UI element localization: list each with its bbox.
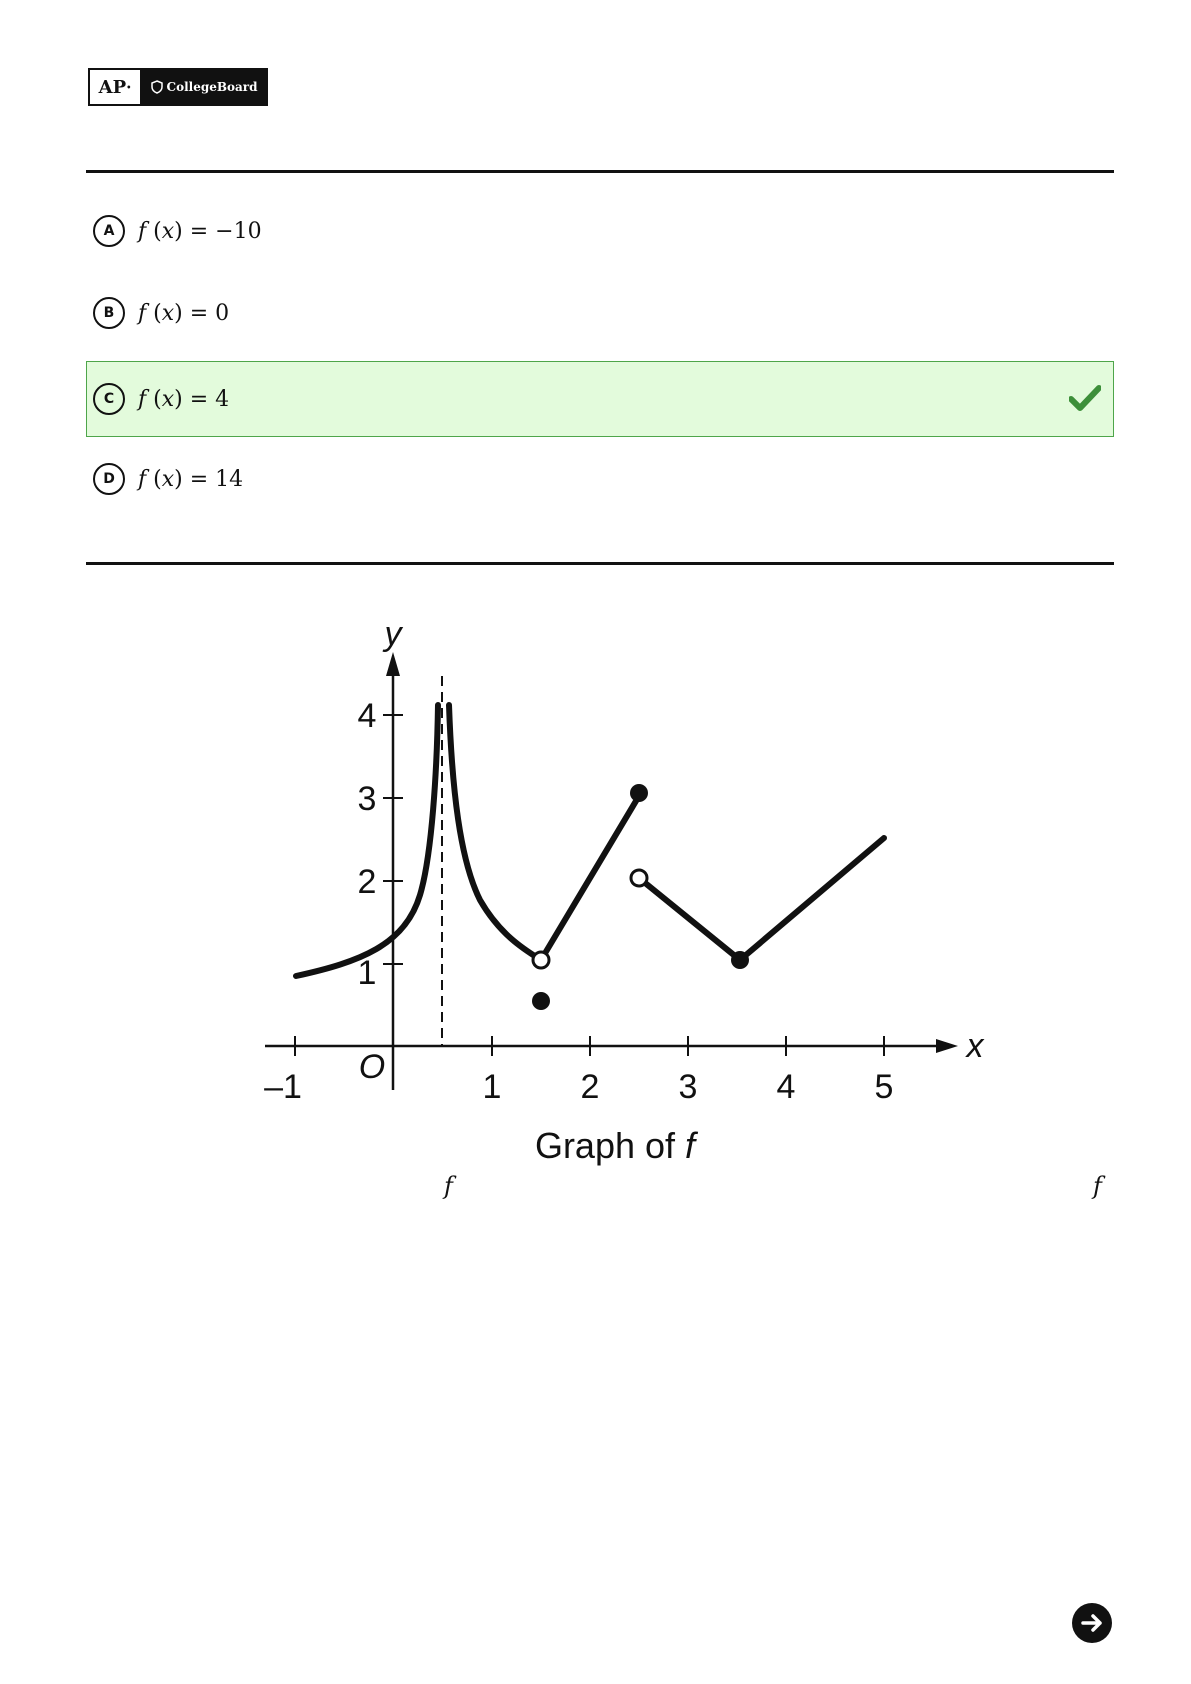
answer-choice-a[interactable] [86,193,1114,269]
choice-letter: B [93,297,125,329]
choice-letter: D [93,463,125,495]
function-label-left: f [444,1172,453,1200]
function-label-right: f [1093,1172,1102,1200]
y-tick-label: 4 [357,697,377,735]
x-axis-arrow [936,1039,958,1053]
function-graph [250,598,990,1168]
arrow-right-icon [1079,1610,1105,1636]
x-axis-label: x [966,1027,984,1065]
ap-collegeboard-logo [88,68,268,106]
x-tick-label: 1 [482,1068,502,1106]
bottom-divider [86,562,1114,565]
x-tick-label: –1 [264,1068,302,1106]
y-tick-label: 2 [357,863,377,901]
ap-logo: AP • [90,70,142,104]
answer-choice-d[interactable] [86,441,1114,517]
graph-caption: Graph of f [534,1125,696,1166]
x-tick-label: 4 [776,1068,796,1106]
answer-choice-c[interactable] [86,361,1114,437]
x-tick-label: 2 [580,1068,600,1106]
collegeboard-logo: CollegeBoard [142,70,266,104]
closed-point [731,951,749,969]
choice-expression: f (x) = 4 [138,386,230,412]
y-tick-label: 3 [357,780,377,818]
curve-left-branch [296,705,438,976]
open-point [631,870,647,886]
choice-letter: A [93,215,125,247]
y-tick-label: 1 [357,954,377,992]
segment-falling [639,878,740,960]
top-divider [86,170,1114,173]
choice-expression: f (x) = −10 [138,218,262,244]
choice-expression: f (x) = 0 [138,300,230,326]
checkmark-icon [1069,384,1101,412]
x-tick-label: 3 [678,1068,698,1106]
segment-rising-right [740,838,884,960]
curve-right-branch [449,705,541,960]
open-point [533,952,549,968]
choice-letter: C [93,383,125,415]
closed-point [532,992,550,1010]
answer-choice-b[interactable] [86,275,1114,351]
segment-rising [541,796,639,960]
y-axis-arrow [386,652,400,676]
shield-icon [151,80,163,94]
x-tick-label: 5 [874,1068,894,1106]
choice-expression: f (x) = 14 [138,466,244,492]
next-button[interactable] [1072,1603,1112,1643]
y-axis-label: y [384,615,402,653]
origin-label: O [358,1048,386,1086]
closed-point [630,784,648,802]
